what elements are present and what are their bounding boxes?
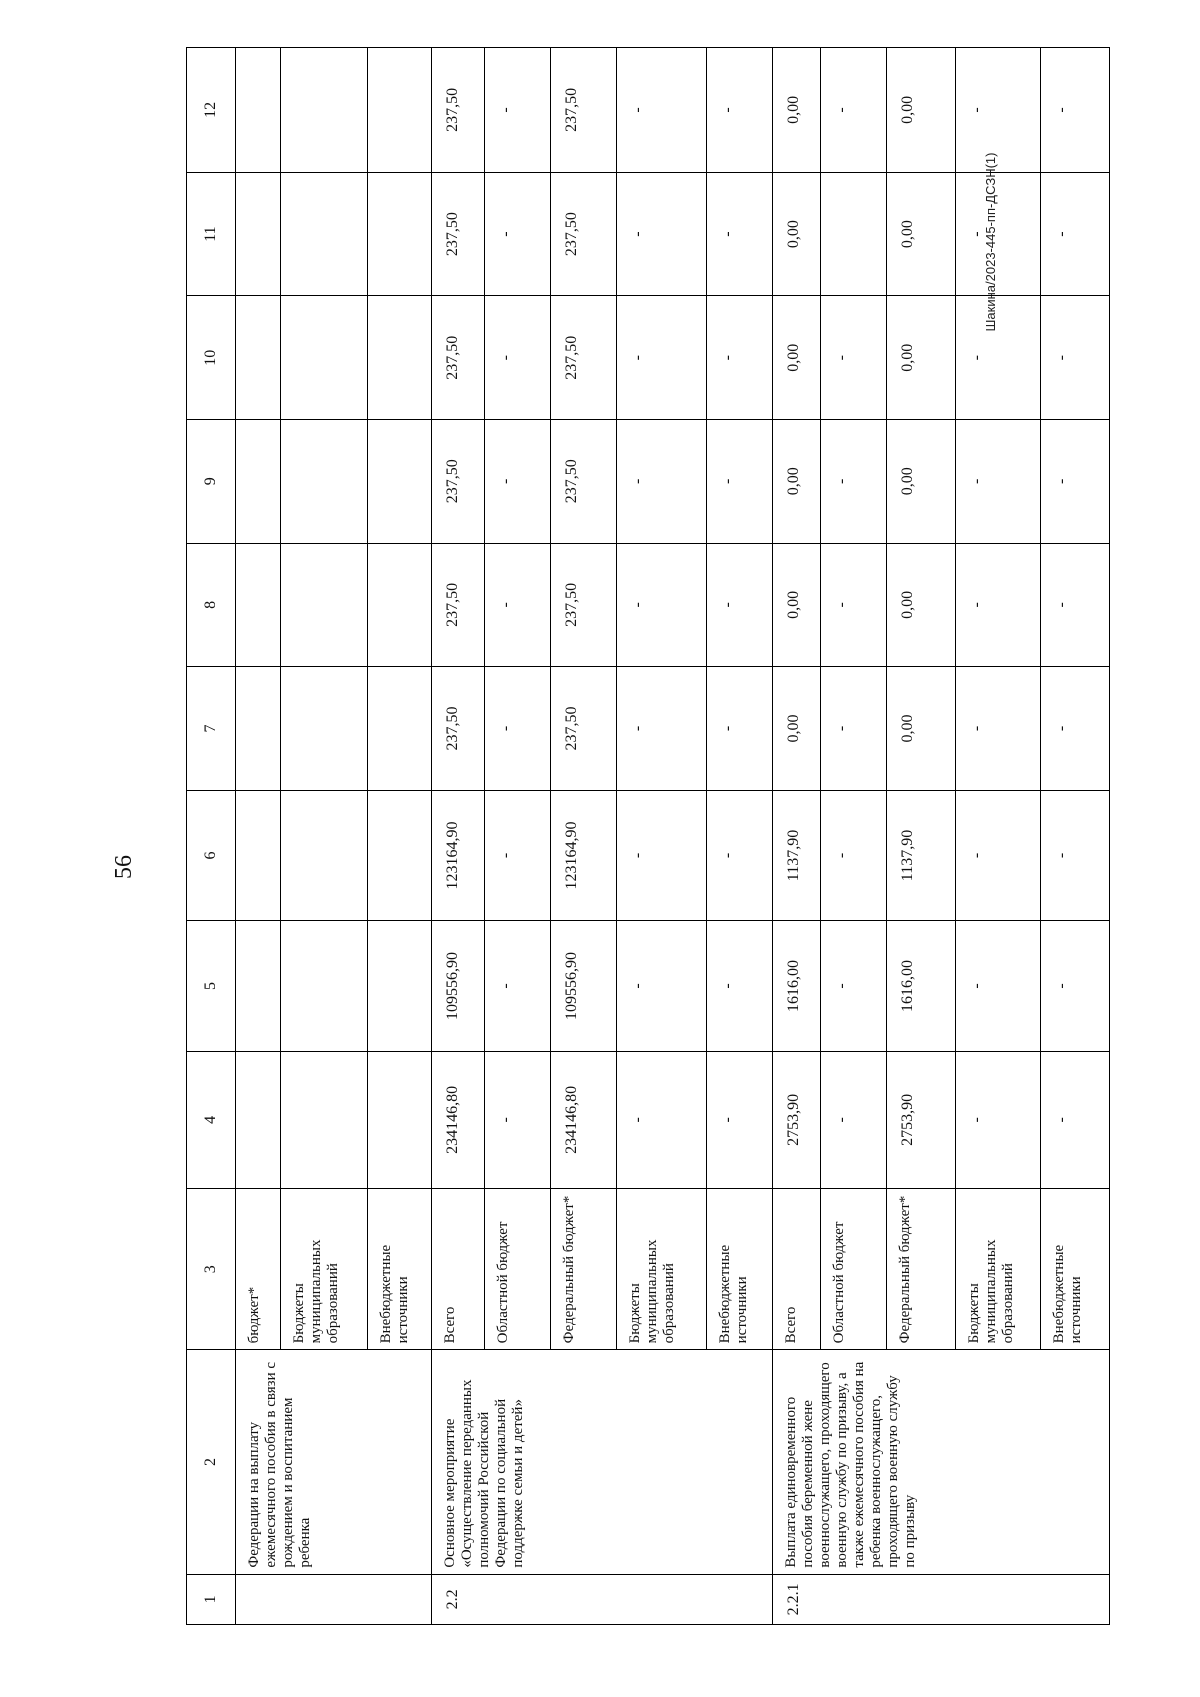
value-cell: [367, 172, 431, 296]
value-cell: 237,50: [550, 172, 616, 296]
value-cell: [367, 419, 431, 543]
value-cell: [820, 172, 886, 296]
page-number: 56: [110, 855, 137, 879]
value-cell: -: [1040, 296, 1109, 420]
value-cell: 237,50: [431, 296, 484, 420]
measure-name: Федерации на выплату ежемесячного пособия в связи с рождением и воспитанием ребенка: [236, 1350, 432, 1574]
value-cell: 1137,90: [772, 790, 820, 920]
funding-source: Бюджеты муниципальных образований: [280, 1189, 367, 1350]
value-cell: -: [706, 790, 772, 920]
value-cell: [367, 48, 431, 173]
value-cell: 1137,90: [886, 790, 955, 920]
value-cell: 237,50: [550, 667, 616, 791]
value-cell: -: [616, 543, 706, 667]
col-header: 9: [187, 419, 236, 543]
value-cell: -: [484, 419, 550, 543]
value-cell: 234146,80: [431, 1051, 484, 1188]
col-header: 8: [187, 543, 236, 667]
value-cell: -: [706, 172, 772, 296]
value-cell: -: [616, 48, 706, 173]
value-cell: -: [955, 48, 1040, 173]
value-cell: 2753,90: [772, 1051, 820, 1188]
value-cell: 0,00: [886, 419, 955, 543]
funding-source: Бюджеты муниципальных образований: [955, 1189, 1040, 1350]
col-header: 3: [187, 1189, 236, 1350]
col-header: 11: [187, 172, 236, 296]
value-cell: [280, 172, 367, 296]
row-number: 2.2.1: [772, 1574, 1109, 1624]
funding-source: Всего: [431, 1189, 484, 1350]
budget-table: [186, 47, 1110, 1625]
value-cell: -: [616, 296, 706, 420]
table-row: [772, 48, 820, 1625]
funding-source: Областной бюджет: [820, 1189, 886, 1350]
value-cell: 237,50: [550, 419, 616, 543]
funding-source: Внебюджетные источники: [706, 1189, 772, 1350]
value-cell: 0,00: [772, 296, 820, 420]
value-cell: -: [706, 419, 772, 543]
col-header: 2: [187, 1350, 236, 1574]
value-cell: -: [820, 296, 886, 420]
value-cell: -: [706, 48, 772, 173]
value-cell: -: [820, 921, 886, 1051]
value-cell: 109556,90: [550, 921, 616, 1051]
value-cell: 1616,00: [886, 921, 955, 1051]
rotated-table-container: [186, 47, 1110, 1625]
funding-source: Внебюджетные источники: [367, 1189, 431, 1350]
value-cell: 237,50: [431, 48, 484, 173]
value-cell: -: [820, 48, 886, 173]
funding-source: Федеральный бюджет*: [550, 1189, 616, 1350]
value-cell: [367, 1051, 431, 1188]
value-cell: [236, 790, 281, 920]
value-cell: 0,00: [772, 419, 820, 543]
value-cell: -: [820, 1051, 886, 1188]
value-cell: [236, 921, 281, 1051]
table-row: [431, 48, 484, 1625]
value-cell: 0,00: [886, 172, 955, 296]
value-cell: -: [955, 543, 1040, 667]
value-cell: -: [484, 48, 550, 173]
value-cell: -: [616, 1051, 706, 1188]
value-cell: -: [955, 790, 1040, 920]
value-cell: -: [955, 667, 1040, 791]
value-cell: 237,50: [550, 543, 616, 667]
value-cell: -: [955, 1051, 1040, 1188]
value-cell: -: [955, 172, 1040, 296]
value-cell: -: [706, 296, 772, 420]
value-cell: 234146,80: [550, 1051, 616, 1188]
value-cell: 0,00: [886, 543, 955, 667]
value-cell: -: [616, 921, 706, 1051]
col-header: 1: [187, 1574, 236, 1624]
value-cell: 2753,90: [886, 1051, 955, 1188]
value-cell: [236, 543, 281, 667]
value-cell: -: [484, 667, 550, 791]
col-header: 5: [187, 921, 236, 1051]
value-cell: [367, 543, 431, 667]
value-cell: -: [1040, 1051, 1109, 1188]
value-cell: 237,50: [550, 48, 616, 173]
value-cell: -: [484, 172, 550, 296]
value-cell: -: [1040, 921, 1109, 1051]
table-row: [236, 48, 281, 1625]
value-cell: [280, 1051, 367, 1188]
col-header: 7: [187, 667, 236, 791]
value-cell: -: [820, 790, 886, 920]
value-cell: -: [616, 790, 706, 920]
value-cell: -: [484, 1051, 550, 1188]
value-cell: [236, 1051, 281, 1188]
value-cell: -: [820, 419, 886, 543]
measure-name: Основное мероприятие «Осуществление переданных полномочий Российской Федерации по социальной поддержке семьи и детей»: [431, 1350, 772, 1574]
value-cell: [280, 296, 367, 420]
value-cell: [367, 921, 431, 1051]
value-cell: -: [1040, 667, 1109, 791]
value-cell: [367, 667, 431, 791]
value-cell: -: [820, 543, 886, 667]
value-cell: -: [484, 790, 550, 920]
value-cell: -: [1040, 419, 1109, 543]
value-cell: [280, 419, 367, 543]
value-cell: -: [616, 667, 706, 791]
value-cell: 237,50: [431, 543, 484, 667]
value-cell: [280, 790, 367, 920]
funding-source: Бюджеты муниципальных образований: [616, 1189, 706, 1350]
value-cell: -: [1040, 543, 1109, 667]
col-header: 6: [187, 790, 236, 920]
value-cell: -: [1040, 48, 1109, 173]
value-cell: -: [955, 921, 1040, 1051]
value-cell: -: [616, 172, 706, 296]
value-cell: 0,00: [772, 667, 820, 791]
value-cell: [280, 48, 367, 173]
col-header: 10: [187, 296, 236, 420]
funding-source: Всего: [772, 1189, 820, 1350]
value-cell: 0,00: [886, 48, 955, 173]
value-cell: -: [955, 296, 1040, 420]
column-number-row: [187, 48, 236, 1625]
value-cell: -: [616, 419, 706, 543]
value-cell: 237,50: [431, 419, 484, 543]
funding-source: бюджет*: [236, 1189, 281, 1350]
value-cell: [236, 172, 281, 296]
value-cell: -: [820, 667, 886, 791]
value-cell: 237,50: [431, 667, 484, 791]
value-cell: 237,50: [550, 296, 616, 420]
col-header: 4: [187, 1051, 236, 1188]
value-cell: 1616,00: [772, 921, 820, 1051]
value-cell: 109556,90: [431, 921, 484, 1051]
value-cell: [236, 48, 281, 173]
value-cell: 123164,90: [550, 790, 616, 920]
measure-name: Выплата единовременного пособия беременной жене военнослужащего, проходящего военную службу по призыву, а также ежемесячного пособия на ребенка военнослужащего, проходящего военную службу по призыву: [772, 1350, 1109, 1574]
value-cell: 0,00: [886, 296, 955, 420]
value-cell: 123164,90: [431, 790, 484, 920]
funding-source: Федеральный бюджет*: [886, 1189, 955, 1350]
row-number: [236, 1574, 432, 1624]
value-cell: -: [955, 419, 1040, 543]
value-cell: -: [484, 921, 550, 1051]
value-cell: -: [484, 543, 550, 667]
funding-source: Областной бюджет: [484, 1189, 550, 1350]
value-cell: -: [706, 543, 772, 667]
value-cell: -: [1040, 790, 1109, 920]
value-cell: [236, 296, 281, 420]
value-cell: 0,00: [772, 543, 820, 667]
value-cell: -: [706, 921, 772, 1051]
value-cell: [280, 543, 367, 667]
value-cell: 0,00: [772, 48, 820, 173]
value-cell: [367, 790, 431, 920]
value-cell: [236, 419, 281, 543]
funding-source: Внебюджетные источники: [1040, 1189, 1109, 1350]
value-cell: [280, 921, 367, 1051]
value-cell: -: [484, 296, 550, 420]
value-cell: -: [706, 667, 772, 791]
value-cell: -: [706, 1051, 772, 1188]
row-number: 2.2: [431, 1574, 772, 1624]
value-cell: 0,00: [772, 172, 820, 296]
document-code: Шакина/2023-445-пп-ДСЗН(1): [982, 152, 998, 332]
col-header: 12: [187, 48, 236, 173]
value-cell: [280, 667, 367, 791]
value-cell: -: [1040, 172, 1109, 296]
value-cell: 0,00: [886, 667, 955, 791]
value-cell: 237,50: [431, 172, 484, 296]
value-cell: [367, 296, 431, 420]
value-cell: [236, 667, 281, 791]
